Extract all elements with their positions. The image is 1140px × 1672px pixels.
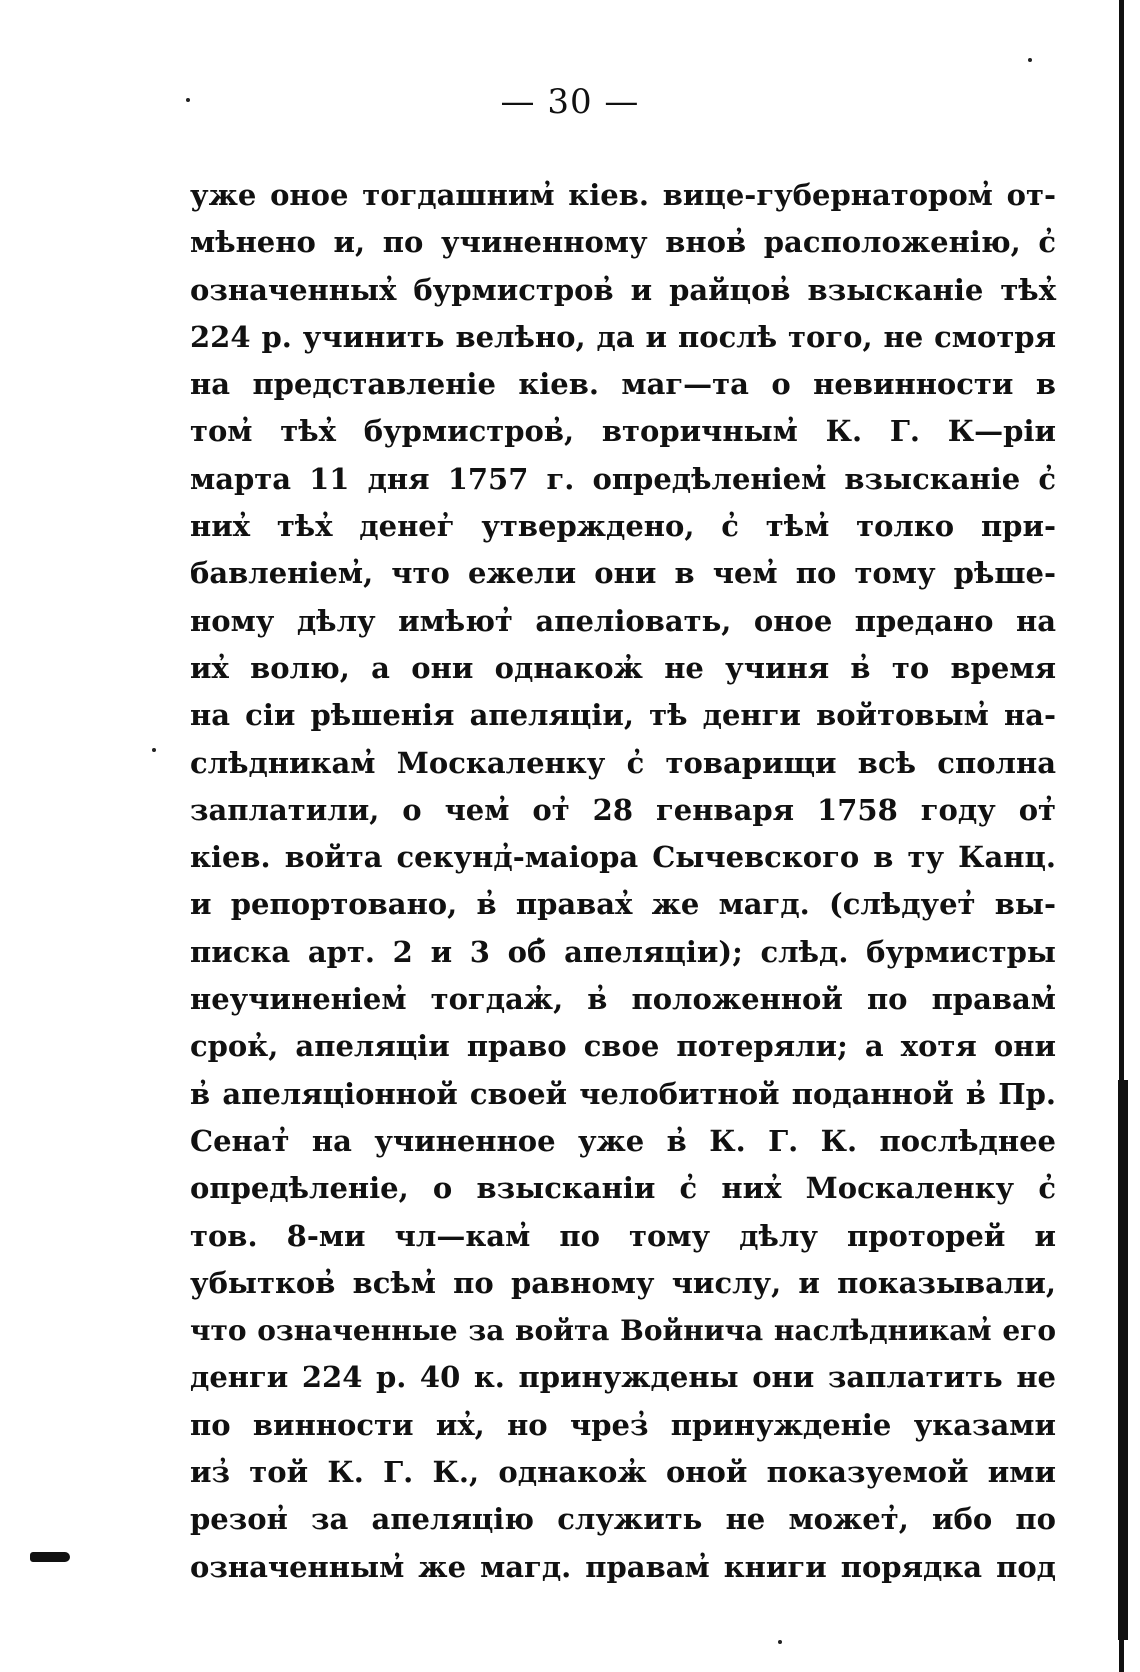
page-number: — 30 — xyxy=(500,82,640,122)
text-line: кіев. войта секунд̓-маіора Сычевского в ту Канц. xyxy=(190,840,1056,875)
text-line: на представленіе кіев. маг—та о невинности в xyxy=(190,367,1056,402)
text-line: означенных̓ бурмистров̓ и райцов̓ взысканіе тѣх̓ xyxy=(190,272,1056,307)
text-line: 224 р. учинить велѣно, да и послѣ того, не смотря xyxy=(190,319,1056,354)
body-text xyxy=(190,172,1056,1591)
text-line: мѣнено и, по учиненному внов̓ расположенію, с̓ xyxy=(190,225,1056,260)
scan-speck xyxy=(152,748,156,752)
text-line: означенным̓ же магд. правам̓ книги порядка под xyxy=(190,1549,1056,1584)
text-line: бавленіем̓, что ежели они в чем̓ по тому рѣше- xyxy=(190,556,1056,591)
text-line: из̓ той К. Г. К., однакож̓ оной показуемой ими xyxy=(190,1455,1056,1490)
text-line: ному дѣлу имѣют̓ апеліовать, оное предано на xyxy=(190,603,1056,638)
text-line: на сіи рѣшенія апеляціи, тѣ денги войтовым̓ на- xyxy=(190,698,1056,733)
text-line: марта 11 дня 1757 г. опредѣленіем̓ взысканіе с̓ xyxy=(190,461,1056,496)
text-line: срок̓, апеляціи право свое потеряли; а хотя они xyxy=(190,1029,1056,1064)
text-line: что означенные за войта Войнича наслѣдникам̓ его xyxy=(190,1314,1056,1348)
text-line: уже оное тогдашним̓ кіев. вице-губернатором̓ от- xyxy=(190,178,1056,212)
text-line: в̓ апеляціонной своей челобитной поданной в̓ Пр. xyxy=(190,1076,1056,1111)
text-line: и репортовано, в̓ правах̓ же магд. (слѣдует̓ вы- xyxy=(190,887,1056,922)
text-line: писка арт. 2 и 3 об̓ апеляціи); слѣд. бурмистры xyxy=(190,934,1056,969)
text-line: них̓ тѣх̓ денег̓ утверждено, с̓ тѣм̓ толко при- xyxy=(190,509,1056,544)
text-line: слѣдникам̓ Москаленку с̓ товарищи всѣ сполна xyxy=(190,745,1056,780)
text-line: Сенат̓ на учиненное уже в̓ К. Г. К. послѣднее xyxy=(190,1123,1056,1158)
text-line: резон̓ за апеляцію служить не может̓, ибо по xyxy=(190,1502,1056,1537)
page-edge-shadow xyxy=(1118,1080,1128,1640)
text-line: их̓ волю, а они однакож̓ не учиня в̓ то время xyxy=(190,650,1056,685)
margin-mark xyxy=(30,1552,70,1562)
text-line: неучиненіем̓ тогдаж̓, в̓ положенной по правам̓ xyxy=(190,982,1056,1017)
scan-speck xyxy=(778,1640,782,1644)
text-line: опредѣленіе, о взысканіи с̓ них̓ Москаленку с̓ xyxy=(190,1171,1056,1206)
scan-speck xyxy=(1028,58,1032,62)
text-line: денги 224 р. 40 к. принуждены они заплатить не xyxy=(190,1360,1056,1395)
text-line: убытков̓ всѣм̓ по равному числу, и показывали, xyxy=(190,1265,1056,1300)
scan-speck xyxy=(186,98,190,102)
text-line: тов. 8-ми чл—кам̓ по тому дѣлу проторей и xyxy=(190,1218,1056,1253)
text-line: заплатили, о чем̓ от̓ 28 генваря 1758 году от̓ xyxy=(190,792,1056,827)
text-line: по винности их̓, но чрез̓ принужденіе указами xyxy=(190,1407,1056,1442)
text-line: том̓ тѣх̓ бурмистров̓, вторичным̓ К. Г. К—ріи xyxy=(190,414,1056,449)
